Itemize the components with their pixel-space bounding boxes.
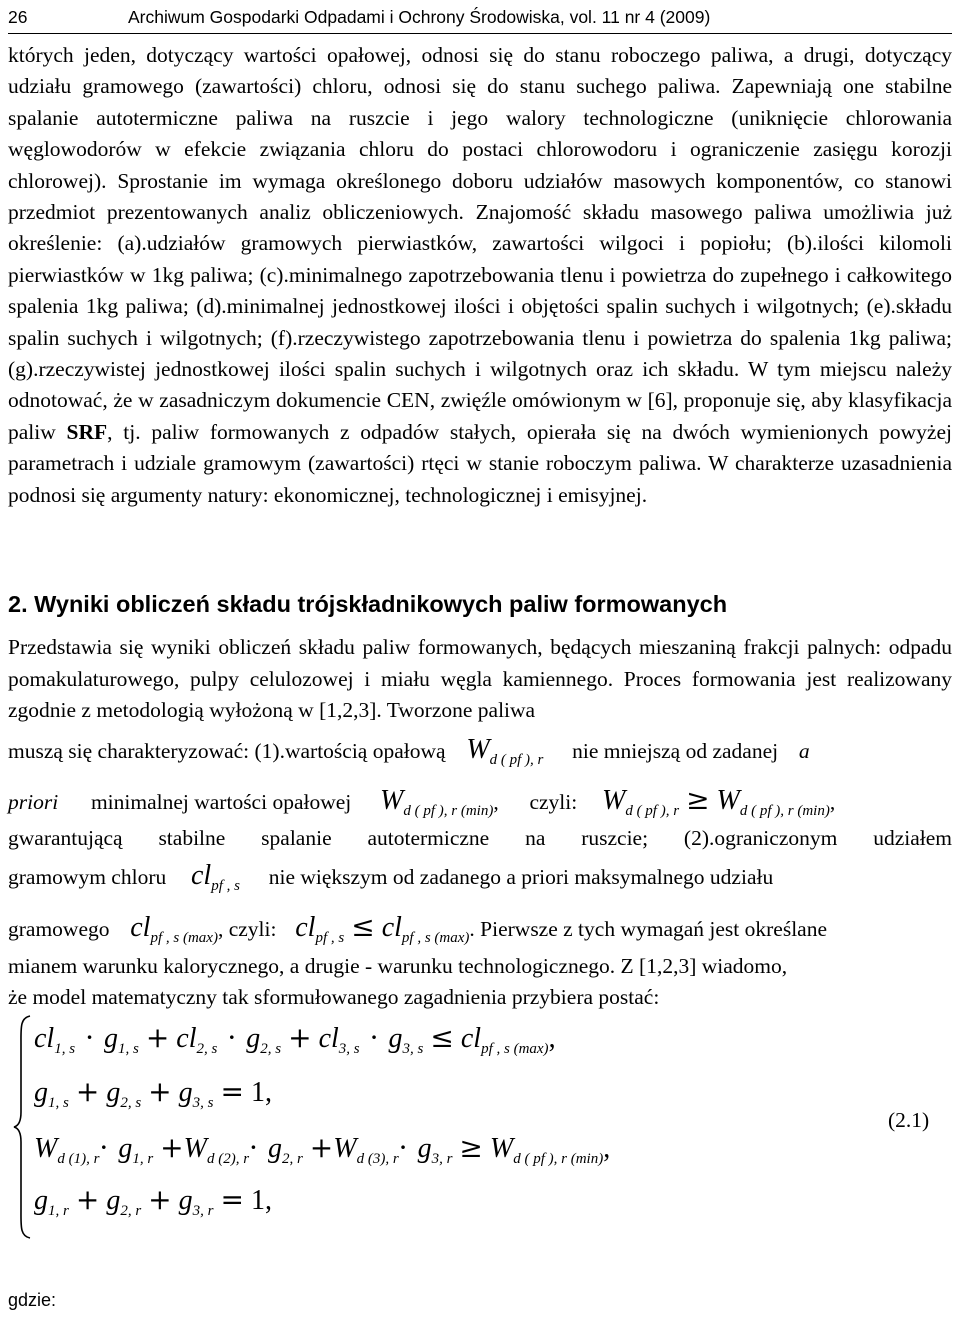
line-a-text-3: a — [798, 739, 810, 763]
equation-3: $W_{d (1), r}\cdot g_{1, r} +W_{d (2), r}\cdot g_{2, r} +W_{d (3), r}\cdot g_{3, r} \ge W_{d ( pf ), r (min)}$, — [34, 1131, 611, 1167]
line-g: że model matematyczny tak sformułowanego zagadnienia przybiera postać: — [8, 985, 660, 1009]
line-f: mianem warunku kalorycznego, a drugie - warunku technologicznego. Z [1,2,3] wiadomo, — [8, 954, 788, 978]
line-b-text-1: priori — [8, 790, 59, 814]
line-b-text-4: czyli: — [529, 790, 578, 814]
page-header — [8, 6, 952, 36]
line-c: gwarantującą stabilne spalanie autotermiczne na ruszcie; (2).ograniczonym udziałem — [8, 826, 952, 850]
line-e-text-3: . Pierwsze z tych wymagań jest określane — [469, 917, 828, 941]
line-e-text-2: , czyli: — [217, 917, 277, 941]
section-heading: 2. Wyniki obliczeń składu trójskładnikowych paliw formowanych — [8, 591, 728, 617]
line-e-text-1: gramowego — [8, 917, 110, 941]
paragraph-1-text-b: , tj. paliw formowanych z odpadów stałych, opierała się na dwóch wymienionych powyżej parametrach i udziale gramowym (zawartości) rtęci w stanie roboczym paliwa. W charakterze uzasadnienia podnosi się argumenty natury: ekonomicznej, technologicznej i emisyjnej. — [8, 419, 952, 507]
equation-number: (2.1) — [888, 1108, 930, 1132]
formula-cl-le-clmax: $cl_{pf , s} \le cl_{pf , s (max)}$ — [295, 910, 470, 946]
journal-title: Archiwum Gospodarki Odpadami i Ochrony Środowiska, vol. 11 nr 4 (2009) — [128, 7, 711, 27]
line-a-text-2: nie mniejszą od zadanej — [572, 739, 779, 763]
line-priori: priori minimalnej wartości opałowej $W_{d ( pf ), r (min)}$, czyli: $W_{d ( pf ), r} \ge W_{d ( pf ), r (min)}$, — [8, 783, 836, 819]
equation-2: $g_{1, s} + g_{2, s} + g_{3, s} = 1$, — [34, 1075, 272, 1111]
left-brace — [12, 1014, 32, 1240]
equation-4: $g_{1, r} + g_{2, r} + g_{3, r} = 1$, — [34, 1183, 272, 1219]
formula-W-min: $W_{d ( pf ), r (min)}$ — [380, 785, 494, 819]
formula-W-ge-Wmin: $W_{d ( pf ), r} \ge W_{d ( pf ), r (min)}$ — [601, 783, 830, 819]
line-chlorine — [8, 860, 952, 895]
paragraph-2: Przedstawia się wyniki obliczeń składu paliw formowanych, będących mieszaniną frakcji palnych: odpadu pomakulaturowego, pulpy celulozowej i miału węgla kamiennego. Proces formowania jest realizowany zgodnie z metodologią wyłożoną w [1,2,3]. Tworzone paliwa — [8, 635, 952, 723]
formula-cl-pfs: $cl_{pf , s}$ — [190, 860, 240, 894]
line-gramowego — [8, 910, 952, 947]
formula-cl-max: $cl_{pf , s (max)}$ — [130, 912, 218, 946]
header-rule — [8, 33, 952, 34]
line-a-text-1: muszą się charakteryzować: (1).wartością opałową — [8, 739, 446, 763]
page-number: 26 — [8, 7, 28, 27]
line-calorific — [8, 734, 952, 769]
paragraph-1-text-a: których jeden, dotyczący wartości opałowej, odnosi się do stanu roboczego paliwa, a drugi, dotyczący udziału gramowego (zawartości) chloru, odnosi się do stanu suchego paliwa. Zapewniają one stabilne spalanie autotermiczne paliwa na ruszcie i jego walory technologiczne (uniknięcie chlorowania węglowodorów w efekcie związania chloru do postaci chlorowodoru i ograniczenie zasięgu korozji chlorowej). Sprostanie im wymaga określonego doboru udziałów masowych komponentów, co stanowi przedmiot prezentowanych analiz obliczeniowych. Znajomość składu masowego paliwa umożliwia już określenie: (a).udziałów gramowych pierwiastków, zawartości wilgoci i popiołu; (b).ilości kilomoli pierwiastków w 1kg paliwa; (c).minimalnego zapotrzebowania tlenu i powietrza do zupełnego i całkowitego spalenia 1kg paliwa; (d).minimalnej jednostkowej ilości i objętości spalin suchych i wilgotnych; (e).składu spalin suchych i wilgotnych; (f).rzeczywistego zapotrzebowania tlenu i powietrza do spalenia 1kg paliwa; (g).rzeczywistej jednostkowej ilości spalin suchych i wilgotnych oraz ich składu. W tym miejscu należy odnotować, że w zasadniczym dokumencie CEN, zwięźle omówionym w [6], proponuje się, aby klasyfikacja paliw — [8, 43, 952, 444]
equation-system — [0, 1010, 960, 1240]
formula-W-dpfr: $W_{d ( pf ), r}$ — [466, 734, 544, 768]
paragraph-1 — [8, 40, 952, 511]
line-b-text-2: minimalnej wartości opałowej — [90, 790, 352, 814]
line-d-text-1: gramowym chloru — [8, 865, 167, 889]
srf-bold: SRF — [66, 419, 108, 444]
line-d-text-2: nie większym od zadanego a priori maksymalnego udziału — [268, 865, 774, 889]
where-label: gdzie: — [8, 1290, 57, 1310]
equation-1: $cl_{1, s} \cdot g_{1, s} + cl_{2, s} \cdot g_{2, s} + cl_{3, s} \cdot g_{3, s} \le cl_{pf , s (max)}$, — [34, 1021, 556, 1057]
